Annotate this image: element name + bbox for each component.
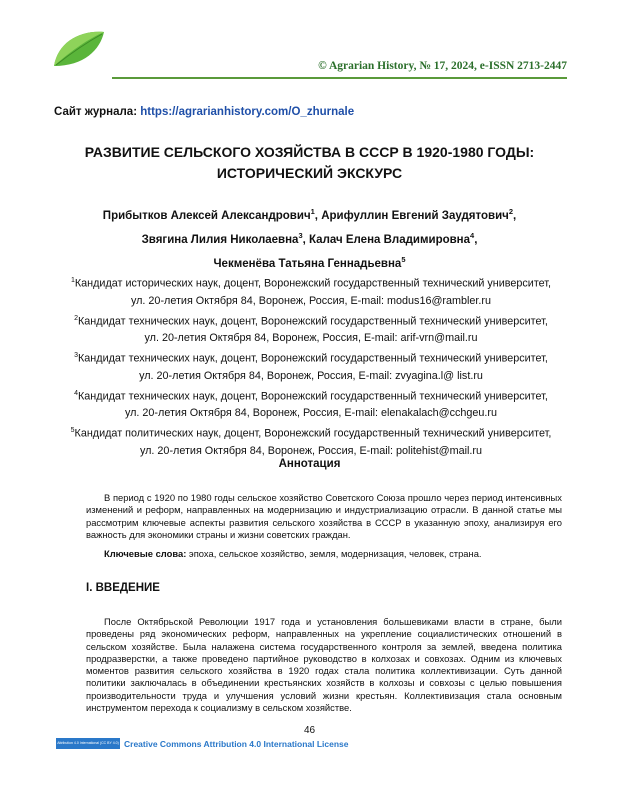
author-line-2: Звягина Лилия Николаевна$^3$, Калач Елена Владимировна$^4$,	[141, 230, 478, 246]
author-sup: 4	[470, 230, 475, 240]
affiliation-item	[52, 347, 570, 385]
affiliation-sup: 5	[70, 427, 75, 435]
page-number: 46	[303, 725, 316, 736]
affiliation-address: ул. 20-летия Октября 84, Воронеж, Россия, E-mail: politehist@mail.ru	[139, 444, 483, 457]
page-header	[0, 0, 619, 90]
author-name: Арифуллин Евгений Заудятович	[321, 209, 509, 222]
author-line-3	[60, 250, 559, 274]
section-body-text: После Октябрьской Революции 1917 года и установления большевиками власти в стране, были проведены ряд экономических реформ, направленных на укрепление социалистических отношений в сельском хозяйстве. Была налажена система государственного контроля за землей, введена политика продразверстки, а также проведено партийное руководство в колхозах и совхозах. Одним из ключевых моментов развития сельского хозяйства в 1920 годах стала политика коллективизации. Суть данной политики заключалась в объединении крестьянских хозяйств в колхозы и совхозы с целью повышения производительности труда и улучшения условий жизни крестьян. Коллективизация стала основным инструментом перехода к социализму в сельском хозяйстве.	[86, 616, 562, 714]
affiliation-position: Кандидат технических наук, доцент, Воронежский государственный технический университет,	[78, 352, 548, 365]
affiliation-line	[52, 272, 570, 293]
author-sup: 3	[298, 230, 303, 240]
affiliation-address: ул. 20-летия Октября 84, Воронеж, Россия, E-mail: modus16@rambler.ru	[130, 294, 492, 307]
cc-license-badge[interactable]: Attribution 4.0 International (CC BY 4.0)	[56, 738, 120, 749]
affiliation-position: Кандидат исторических наук, доцент, Воронежский государственный технический университет,	[74, 277, 552, 290]
affiliation-position: Кандидат технических наук, доцент, Воронежский государственный технический университет,	[78, 315, 548, 328]
affiliation-position: Кандидат технических наук, доцент, Воронежский государственный технический университет,	[78, 390, 548, 403]
site-label: Сайт журнала:	[54, 106, 138, 118]
journal-citation: © Agrarian History, № 17, 2024, e-ISSN 2713-2447	[318, 60, 567, 72]
author-list	[60, 202, 559, 273]
author-sup: 2	[508, 207, 513, 216]
affiliation-item	[52, 272, 570, 310]
license-link[interactable]: Creative Commons Attribution 4.0 International License	[124, 739, 349, 749]
affiliation-line	[52, 422, 570, 443]
affiliation-sup: 1	[70, 277, 75, 284]
affiliation-line	[52, 385, 570, 406]
author-name: Звягина Лилия Николаевна	[141, 233, 299, 246]
keywords	[86, 548, 562, 560]
affiliation-line	[52, 347, 570, 368]
author-line-1: Прибытков Алексей Александрович$^1$, Арифуллин Евгений Заудятович$^2$,	[102, 207, 517, 222]
affiliation-line	[52, 310, 570, 331]
author-sup: 1	[310, 207, 315, 216]
affiliation-sup: 4	[74, 389, 79, 397]
affiliation-address: ул. 20-летия Октября 84, Воронеж, Россия, E-mail: arif-vrn@mail.ru	[144, 332, 478, 345]
section-heading: I. ВВЕДЕНИЕ	[86, 582, 160, 594]
title-line-2: ИСТОРИЧЕСКИЙ ЭКСКУРС	[216, 165, 403, 181]
header-divider	[112, 77, 567, 79]
author-name: Прибытков Алексей Александрович	[102, 209, 311, 222]
keywords-text: эпоха, сельское хозяйство, земля, модернизация, человек, страна.	[186, 548, 482, 559]
author-name: Чекменёва Татьяна Геннадьевна	[213, 257, 402, 270]
keywords-label: Ключевые слова:	[104, 548, 187, 559]
author-name: Калач Елена Владимировна	[309, 233, 471, 246]
journal-site-row	[54, 106, 354, 118]
affiliations	[52, 272, 570, 460]
author-sup: 5	[401, 254, 406, 264]
affiliation-address: ул. 20-летия Октября 84, Воронеж, Россия, E-mail: zvyagina.l@ list.ru	[139, 369, 483, 382]
site-link[interactable]: https://agrarianhistory.com/O_zhurnale	[140, 106, 355, 118]
title-line-1: РАЗВИТИЕ СЕЛЬСКОГО ХОЗЯЙСТВА В СССР В 1920-1980 ГОДЫ:	[84, 144, 535, 160]
affiliation-sup: 3	[74, 352, 79, 360]
affiliation-item	[52, 310, 570, 348]
affiliation-address: ул. 20-летия Октября 84, Воронеж, Россия, E-mail: elenakalach@cchgeu.ru	[124, 407, 498, 420]
annotation-text: В период с 1920 по 1980 годы сельское хозяйство Советского Союза прошло через период интенсивных изменений и реформ, направленных на модернизацию и индустриализацию отрасли. В данной статье мы рассмотрим ключевые аспекты развития сельского хозяйства в СССР в указанную эпоху, анализируя его важность для экономики страны и жизни советских граждан.	[86, 492, 562, 540]
affiliation-sup: 2	[74, 314, 79, 322]
annotation-heading: Аннотация	[278, 458, 341, 470]
affiliation-item	[52, 422, 570, 460]
article-title	[60, 142, 559, 184]
affiliation-item	[52, 385, 570, 423]
affiliation-position: Кандидат политических наук, доцент, Воронежский государственный технический университет,	[74, 427, 552, 440]
